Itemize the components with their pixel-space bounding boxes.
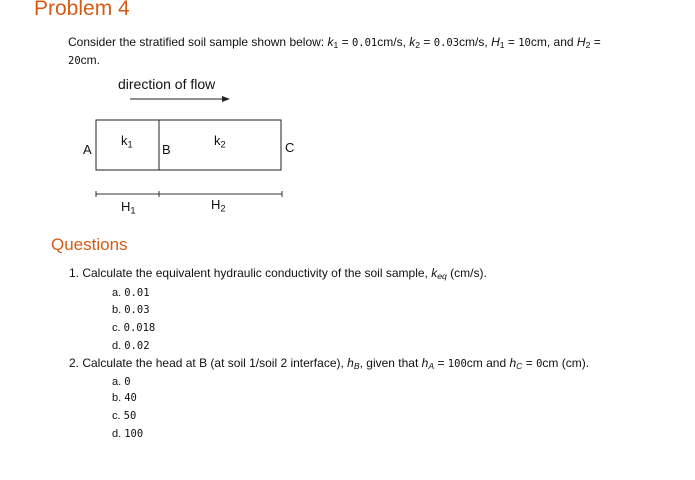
option-letter: c. <box>112 322 124 334</box>
layer-2-length-label <box>211 197 226 213</box>
equals-sign: = <box>434 356 448 370</box>
k2-subscript: 2 <box>415 40 421 51</box>
option-value: 100 <box>124 428 144 440</box>
question-1-option-b <box>112 304 150 316</box>
question-1-option-d <box>112 340 150 352</box>
k1-unit: cm/s <box>377 35 403 49</box>
hc-subscript: C <box>516 361 523 372</box>
option-value: 50 <box>123 410 137 422</box>
layer-2-k-label <box>214 133 226 149</box>
point-b-label: B <box>162 142 171 157</box>
hc-symbol: h <box>509 356 517 370</box>
k1-value: 0.01 <box>351 37 378 49</box>
equals-sign: = <box>420 35 434 49</box>
ha-symbol: h <box>421 356 429 370</box>
h2-unit: cm. <box>80 53 100 67</box>
intro-text: Consider the stratified soil sample shown below: <box>68 35 325 49</box>
option-value: 0.03 <box>124 304 150 316</box>
given-text: , given that <box>359 356 422 370</box>
ha-unit-and: cm and <box>466 356 510 370</box>
point-c-label: C <box>285 140 295 155</box>
question-1-option-c <box>112 322 155 334</box>
k2-value: 0.03 <box>433 37 460 49</box>
k1-diagram-subscript: 1 <box>127 139 133 150</box>
h2-value: 20 <box>68 55 81 67</box>
option-letter: d. <box>112 340 125 352</box>
question-2-text: 2. Calculate the head at B (at soil 1/soil 2 interface), <box>69 356 348 370</box>
layer-1-k-label <box>121 133 133 149</box>
equals-sign: = <box>338 35 352 49</box>
option-letter: d. <box>112 428 125 440</box>
question-2-option-a <box>112 376 131 388</box>
h1-value: 10 <box>518 37 531 49</box>
hc-value: 0 <box>536 358 543 370</box>
question-2-end: cm (cm). <box>542 356 590 370</box>
point-a-label: A <box>83 142 92 157</box>
option-letter: b. <box>112 392 125 404</box>
h2-diagram-subscript: 2 <box>220 203 226 214</box>
separator: , <box>484 35 492 49</box>
separator: , <box>402 35 410 49</box>
k1-diagram-symbol: k <box>121 133 128 148</box>
question-1-unit: (cm/s). <box>446 266 487 280</box>
question-1-option-a <box>112 287 150 299</box>
option-letter: a. <box>112 376 125 388</box>
hb-symbol: h <box>347 356 354 370</box>
option-letter: a. <box>112 287 125 299</box>
k2-unit: cm/s <box>459 35 485 49</box>
question-2-option-b <box>112 392 137 404</box>
flow-direction-label: direction of flow <box>118 76 216 92</box>
k2-diagram-symbol: k <box>214 133 221 148</box>
equals-sign: = <box>504 35 519 49</box>
option-letter: b. <box>112 304 125 316</box>
option-letter: c. <box>112 410 124 422</box>
option-value: 0.01 <box>124 287 150 299</box>
question-1 <box>69 266 487 281</box>
k1-subscript: 1 <box>333 40 339 51</box>
layer-1-length-label <box>121 199 136 215</box>
keq-symbol: k <box>431 266 438 280</box>
and-text: , and <box>546 35 577 49</box>
h2-symbol: H <box>576 35 586 49</box>
h1-diagram-symbol: H <box>121 199 131 214</box>
h1-symbol: H <box>491 35 500 49</box>
h1-diagram-subscript: 1 <box>130 205 136 216</box>
k2-symbol: k <box>409 35 416 49</box>
h1-unit: cm <box>530 35 547 49</box>
hb-subscript: B <box>353 361 360 372</box>
question-2 <box>69 356 589 371</box>
question-2-option-c <box>112 410 136 422</box>
option-value: 40 <box>124 392 137 404</box>
option-value: 0.018 <box>123 322 156 334</box>
problem-title: Problem 4 <box>34 0 130 20</box>
h2-diagram-symbol: H <box>211 197 221 212</box>
question-1-text: 1. Calculate the equivalent hydraulic conductivity of the soil sample, <box>69 266 432 280</box>
ha-value: 100 <box>447 358 467 370</box>
k1-symbol: k <box>327 35 334 49</box>
option-value: 0.02 <box>124 340 150 352</box>
question-2-option-d <box>112 428 143 440</box>
ha-subscript: A <box>428 361 435 372</box>
k2-diagram-subscript: 2 <box>220 139 226 150</box>
equals-sign: = <box>522 356 537 370</box>
option-value: 0 <box>124 376 131 388</box>
h2-subscript: 2 <box>585 40 591 51</box>
keq-subscript: eq <box>437 271 447 282</box>
flow-arrow-head-icon <box>222 96 230 102</box>
questions-heading: Questions <box>51 235 128 254</box>
equals-sign: = <box>590 35 601 49</box>
h1-subscript: 1 <box>499 40 505 51</box>
